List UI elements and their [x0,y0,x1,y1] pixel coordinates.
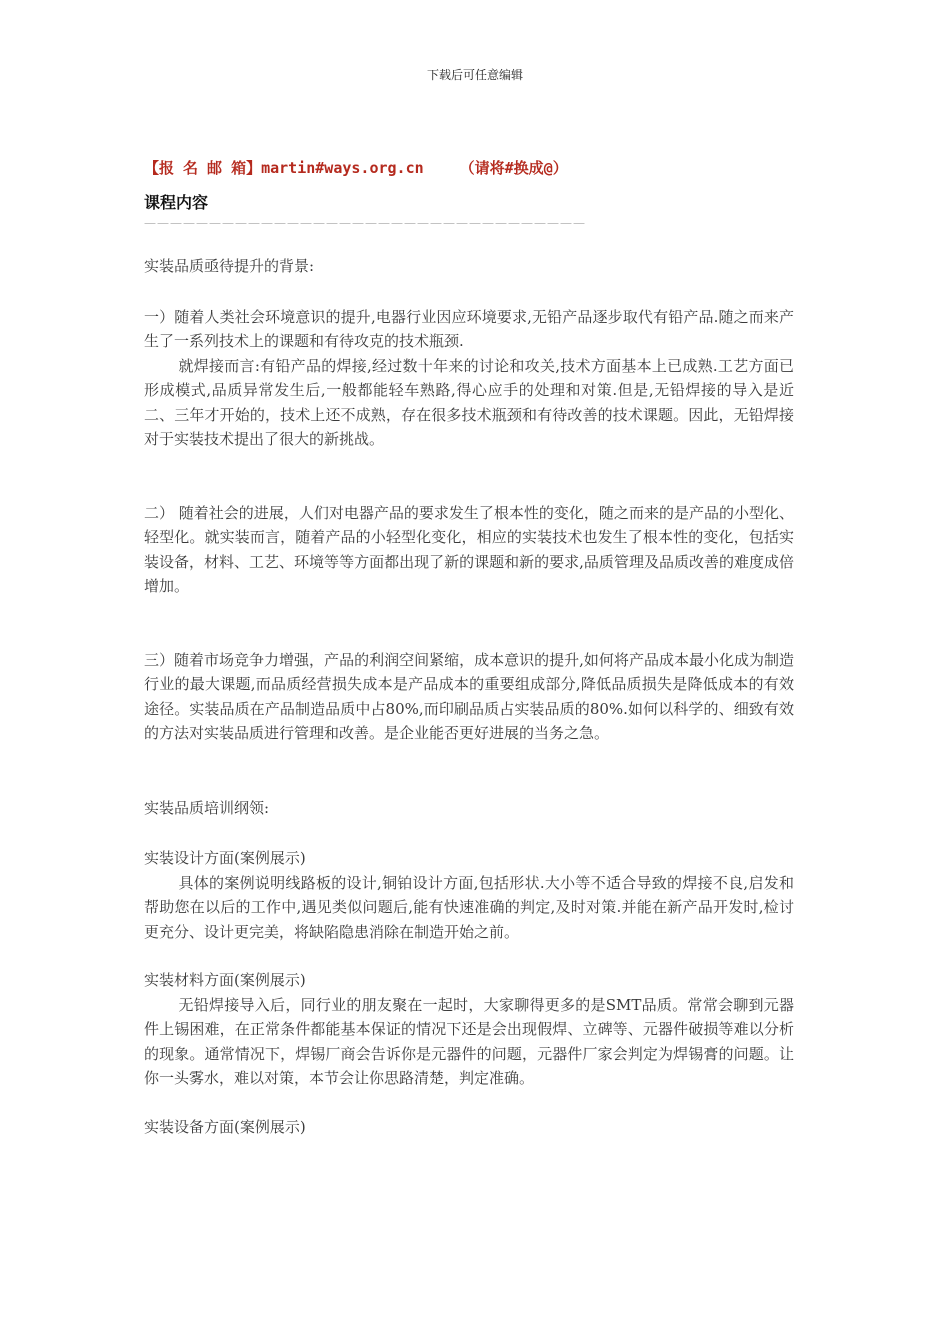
section-design-title: 实装设计方面(案例展示) [144,849,306,867]
point-two-paragraph: 二） 随着社会的进展，人们对电器产品的要求发生了根本性的变化，随之而来的是产品的小型化、轻型化。就实装而言，随着产品的小轻型化变化，相应的实装技术也发生了根本性的变化，包括实装设备，材料、工艺、环境等等方面都出现了新的课题和新的要求,品质管理及品质改善的难度成倍增加。 [144,503,794,595]
course-content-title: 课程内容 [144,193,209,212]
section-equipment-title: 实装设备方面(案例展示) [144,1117,306,1136]
header-note: 下载后可任意编辑 [426,68,523,82]
point-three-paragraph: 三）随着市场竞争力增强，产品的利润空间紧缩，成本意识的提升,如何将产品成本最小化成为制造行业的最大课题,而品质经营损失成本是产品成本的重要组成部分,降低品质损失是降低成本的有效途径。实装品质在产品制造品质中占80%,而印刷品质占实装品质的80%.如何以科学的、细致有效的方法对实装品质进行管理和改善。是企业能否更好进展的当务之急。 [144,650,794,742]
section-material-body: 无铅焊接导入后，同行业的朋友聚在一起时，大家聊得更多的是SMT品质。常常会聊到元器件上锡困难，在正常条件都能基本保证的情况下还是会出现假焊、立碑等、元器件破损等难以分析的现象。通常情况下，焊锡厂商会告诉你是元器件的问题，元器件厂家会判定为焊锡膏的问题。让你一头雾水，难以对策，本节会让你思路清楚，判定准确。 [144,995,794,1087]
point-one-welding-paragraph: 就焊接而言:有铅产品的焊接,经过数十年来的讨论和攻关,技术方面基本上已成熟.工艺方面已形成模式,品质异常发生后,一般都能轻车熟路,得心应手的处理和对策.但是,无铅焊接的导入是近二、三年才开始的，技术上还不成熟，存在很多技术瓶颈和有待改善的技术课题。因此，无铅焊接对于实装技术提出了很大的新挑战。 [144,356,794,448]
background-heading: 实装品质亟待提升的背景: [144,257,315,275]
signup-email-note: （请将#换成@） [459,159,568,177]
outline-heading: 实装品质培训纲领: [144,798,270,817]
signup-email-label: 【报 名 邮 箱】martin#ways.org.cn [144,159,424,177]
divider-rule: —————————————————————————————————— [144,216,586,230]
document-content [144,156,794,1139]
section-material-title: 实装材料方面(案例展示) [144,971,306,989]
signup-email-line [144,156,794,180]
section-design-body: 具体的案例说明线路板的设计,铜铂设计方面,包括形状.大小等不适合导致的焊接不良,启发和帮助您在以后的工作中,遇见类似问题后,能有快速准确的判定,及时对策.并能在新产品开发时,检讨更充分、设计更完美，将缺陷隐患消除在制造开始之前。 [144,873,794,941]
point-one-paragraph: 一）随着人类社会环境意识的提升,电器行业因应环境要求,无铅产品逐步取代有铅产品.随之而来产生了一系列技术上的课题和有待攻克的技术瓶颈. [144,307,794,350]
